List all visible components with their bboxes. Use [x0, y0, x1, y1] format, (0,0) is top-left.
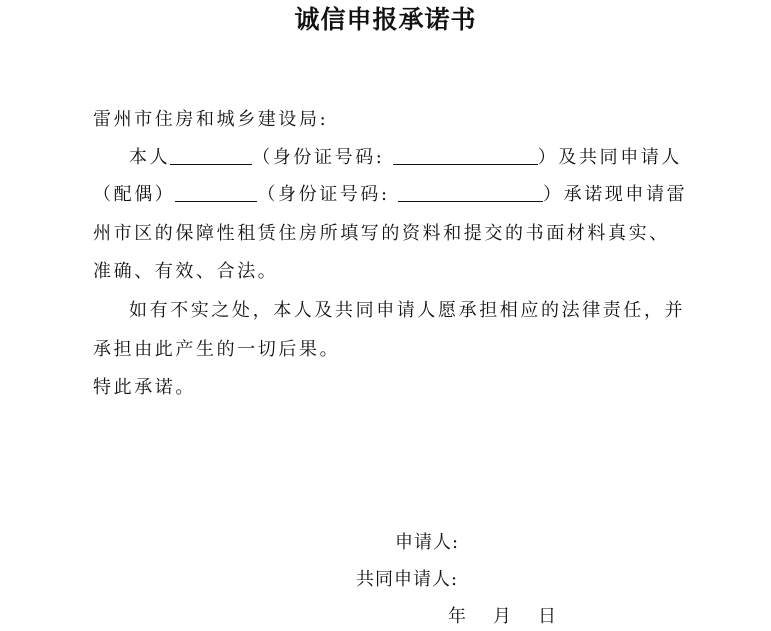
co-applicant-signature-label: 共同申请人:: [356, 569, 459, 590]
para1-line2-text-b: （身份证号码:: [257, 184, 398, 205]
date-day: 日: [538, 606, 557, 627]
applicant-name-blank[interactable]: [170, 146, 252, 165]
para1-text-b: （身份证号码:: [252, 147, 393, 168]
para1-line2-text-a: （配偶）: [93, 184, 176, 205]
para1-line1: [129, 145, 689, 171]
spouse-name-blank[interactable]: [175, 183, 257, 202]
date-line: [448, 604, 557, 630]
para1-line4: 准确、有效、合法。: [93, 261, 279, 282]
date-month: 月: [493, 606, 512, 627]
para1-line2-text-c: ）承诺现申请雷: [543, 184, 688, 205]
para2-line2: 承担由此产生的一切后果。: [93, 339, 341, 360]
document-title: 诚信申报承诺书: [294, 5, 477, 34]
para1-text-a: 本人: [129, 147, 171, 168]
spouse-id-blank[interactable]: [398, 183, 543, 202]
applicant-signature-label: 申请人:: [395, 532, 460, 553]
addressee: 雷州市住房和城乡建设局:: [93, 109, 329, 130]
applicant-id-blank[interactable]: [393, 146, 538, 165]
para1-line3: 州市区的保障性租赁住房所填写的资料和提交的书面材料真实、: [93, 223, 670, 244]
date-year: 年: [448, 606, 467, 627]
para1-text-c: ）及共同申请人: [537, 147, 682, 168]
closing-text: 特此承诺。: [93, 377, 196, 398]
para1-line2: [93, 182, 693, 208]
para2-line1: 如有不实之处，本人及共同申请人愿承担相应的法律责任，并: [129, 300, 686, 321]
